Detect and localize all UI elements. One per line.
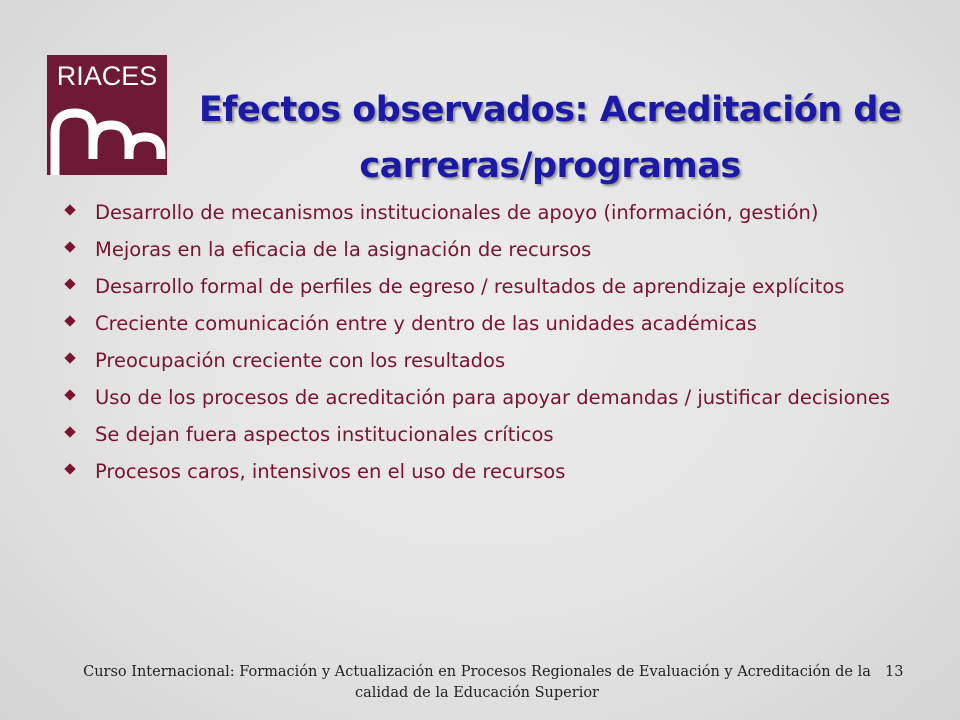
bullet-item (62, 346, 912, 375)
bullet-text: Preocupación creciente con los resultados (95, 349, 506, 372)
bullet-text: Desarrollo de mecanismos institucionales de apoyo (información, gestión) (95, 201, 819, 224)
bullet-text: Procesos caros, intensivos en el uso de recursos (95, 460, 566, 483)
bullet-list (62, 198, 912, 494)
diamond-bullet-icon (64, 389, 75, 400)
logo-arches-icon (47, 55, 167, 175)
riaces-logo (47, 55, 167, 175)
diamond-bullet-icon (64, 352, 75, 363)
diamond-bullet-icon (64, 463, 75, 474)
bullet-text: Desarrollo formal de perfiles de egreso / resultados de aprendizaje explícitos (95, 275, 845, 298)
diamond-bullet-icon (64, 315, 75, 326)
bullet-item (62, 457, 912, 486)
bullet-item (62, 272, 912, 301)
bullet-item (62, 420, 912, 449)
logo-text: RIACES (56, 61, 158, 91)
bullet-item (62, 383, 912, 412)
bullet-text: Se dejan fuera aspectos institucionales críticos (95, 423, 554, 446)
diamond-bullet-icon (64, 426, 75, 437)
slide-title: Efectos observados: Acreditación de carreras/programas (198, 90, 902, 186)
diamond-bullet-icon (64, 241, 75, 252)
bullet-item (62, 235, 912, 264)
diamond-bullet-icon (64, 278, 75, 289)
bullet-text: Creciente comunicación entre y dentro de las unidades académicas (95, 312, 757, 335)
bullet-text: Uso de los procesos de acreditación para apoyar demandas / justificar decisiones (95, 386, 891, 409)
bullet-text: Mejoras en la eficacia de la asignación de recursos (95, 238, 592, 261)
diamond-bullet-icon (64, 204, 75, 215)
page-number: 13 (885, 664, 904, 680)
footer-text: Curso Internacional: Formación y Actualización en Procesos Regionales de Evaluación y Acreditación de la calidad de la Educación Superior (83, 664, 871, 701)
bullet-item (62, 309, 912, 338)
bullet-item (62, 198, 912, 227)
